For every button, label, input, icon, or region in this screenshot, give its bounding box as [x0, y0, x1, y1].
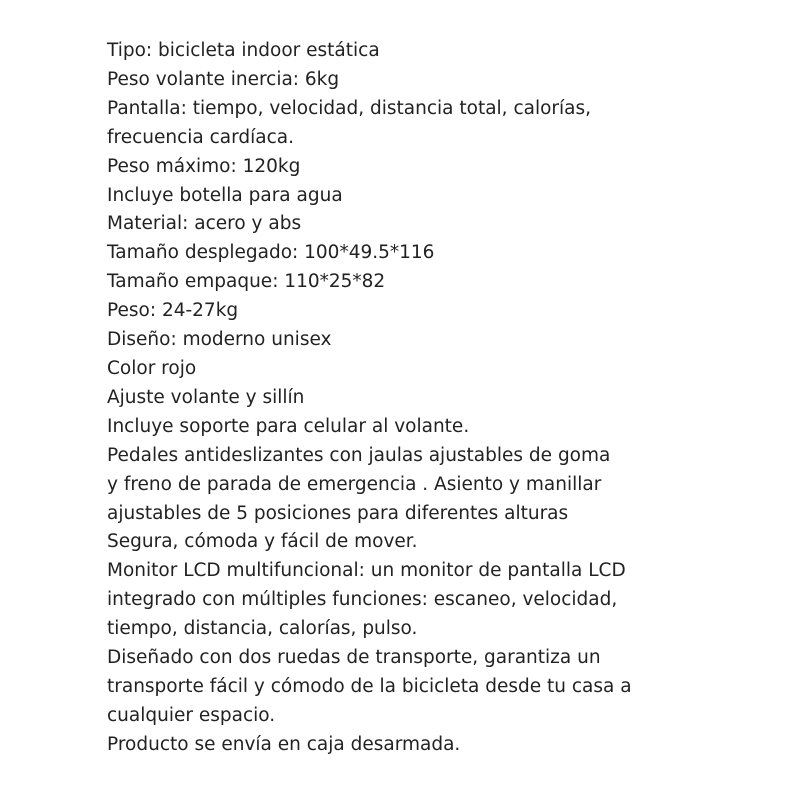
spec-line-transport-destination: cualquier espacio.	[107, 704, 276, 726]
spec-line-safety: Segura, cómoda y fácil de mover.	[107, 531, 418, 553]
spec-line-unfolded-size: Tamaño desplegado: 100*49.5*116	[107, 242, 435, 264]
product-spec-text	[107, 37, 787, 760]
spec-line-type: Tipo: bicicleta indoor estática	[107, 40, 380, 61]
spec-line-shipping: Producto se envía en caja desarmada.	[107, 733, 461, 755]
spec-line-transport-wheels: Diseñado con dos ruedas de transporte, garantiza un	[107, 647, 601, 669]
spec-line-lcd-functions: integrado con múltiples funciones: escaneo, velocidad,	[107, 589, 618, 611]
spec-line-lcd-monitor: Monitor LCD multifuncional: un monitor de pantalla LCD	[107, 560, 626, 582]
spec-line-brake: y freno de parada de emergencia . Asiento y manillar	[107, 473, 602, 495]
spec-line-phone-holder: Incluye soporte para celular al volante.	[107, 415, 470, 437]
spec-line-positions: ajustables de 5 posiciones para diferentes alturas	[107, 502, 569, 524]
spec-line-water-bottle: Incluye botella para agua	[107, 184, 343, 206]
spec-line-design: Diseño: moderno unisex	[107, 329, 332, 351]
spec-line-color: Color rojo	[107, 357, 197, 379]
spec-line-pedals: Pedales antideslizantes con jaulas ajustables de goma	[107, 444, 611, 466]
spec-line-package-size: Tamaño empaque: 110*25*82	[107, 271, 386, 293]
spec-line-flywheel-weight: Peso volante inercia: 6kg	[107, 68, 340, 90]
spec-line-lcd-functions-continued: tiempo, distancia, calorías, pulso.	[107, 618, 418, 640]
spec-line-display-continued: frecuencia cardíaca.	[107, 126, 295, 148]
spec-line-transport-description: transporte fácil y cómodo de la bicicleta desde tu casa a	[107, 675, 632, 697]
spec-line-max-weight: Peso máximo: 120kg	[107, 155, 301, 177]
spec-line-display: Pantalla: tiempo, velocidad, distancia total, calorías,	[107, 97, 592, 119]
spec-line-material: Material: acero y abs	[107, 213, 302, 235]
spec-line-weight: Peso: 24-27kg	[107, 300, 239, 322]
spec-line-adjustment: Ajuste volante y sillín	[107, 386, 305, 408]
